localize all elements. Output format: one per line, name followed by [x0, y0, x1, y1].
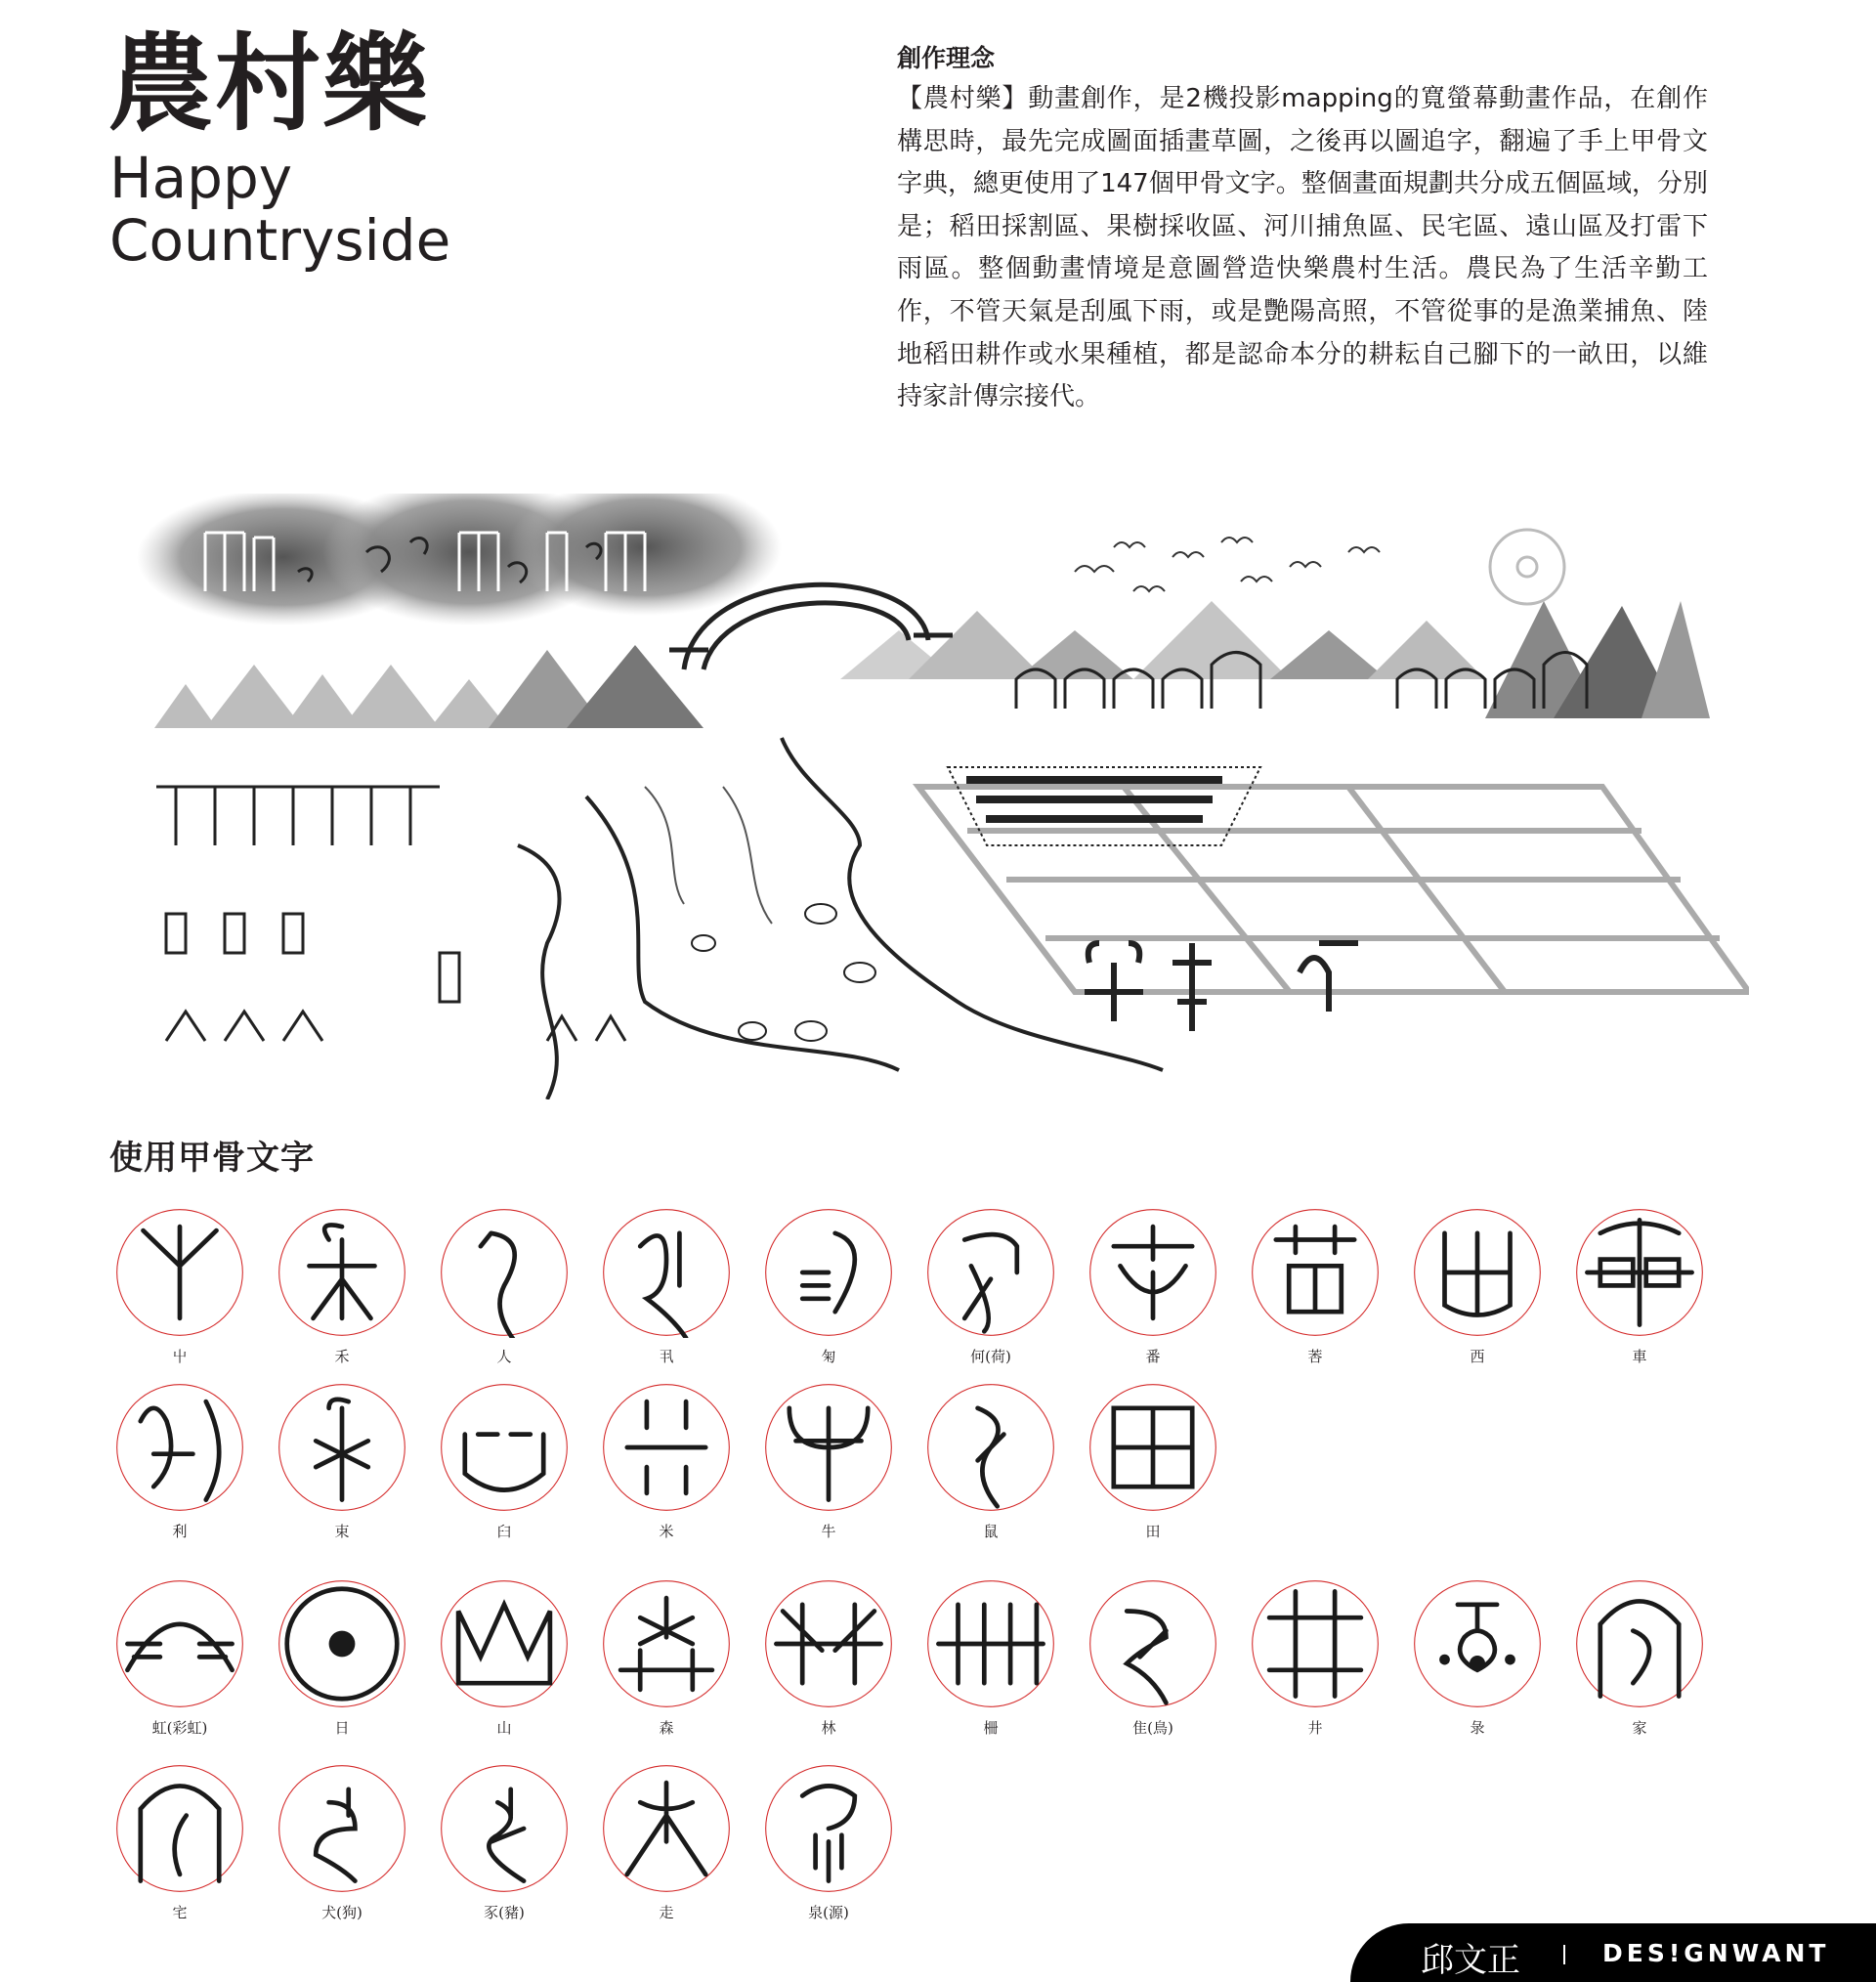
oracle-glyph-label: 豕(豬)	[484, 1904, 525, 1921]
farmers-graphic	[1085, 943, 1358, 1031]
storm-cloud-graphic	[137, 494, 782, 625]
oracle-glyph-label: 人	[496, 1348, 512, 1365]
oracle-glyph-item	[1085, 1382, 1221, 1541]
oracle-glyph-icon	[114, 1578, 245, 1709]
oracle-glyph-label: 莕	[1307, 1348, 1323, 1365]
oracle-glyph-item	[1571, 1207, 1708, 1366]
oracle-glyph-label: 山	[496, 1719, 512, 1737]
oracle-glyph-label: 犬(狗)	[321, 1904, 362, 1921]
oracle-glyph-label: 丮	[659, 1348, 674, 1365]
oracle-glyph-icon	[1412, 1578, 1543, 1709]
fish-graphic	[692, 904, 875, 1041]
oracle-glyph-icon	[277, 1763, 407, 1894]
oracle-glyph-icon	[601, 1763, 732, 1894]
footer-bar	[1350, 1923, 1876, 1982]
oracle-glyph-icon	[277, 1207, 407, 1338]
oracle-glyph-icon	[277, 1578, 407, 1709]
oracle-glyph-label: 利	[172, 1523, 188, 1540]
orchard-graphic	[156, 787, 625, 1041]
oracle-glyph-label: 臼	[496, 1523, 512, 1540]
oracle-glyph-label: 林	[821, 1719, 836, 1737]
oracle-glyph-item	[922, 1578, 1059, 1738]
title-en-line1: Happy	[109, 145, 293, 211]
oracle-glyph-icon	[925, 1578, 1056, 1709]
oracle-glyph-icon	[925, 1207, 1056, 1338]
oracle-glyph-label: 米	[659, 1523, 674, 1540]
oracle-glyph-label: 屮	[172, 1348, 188, 1365]
oracle-glyph-item	[1247, 1207, 1384, 1366]
footer-author: 邱文正	[1421, 1941, 1520, 1980]
oracle-glyph-item	[274, 1207, 410, 1366]
oracle-glyph-icon	[763, 1763, 894, 1894]
oracle-glyph-label: 隹(鳥)	[1132, 1719, 1173, 1737]
oracle-glyph-item	[760, 1763, 897, 1922]
oracle-glyph-item	[436, 1763, 573, 1922]
oracle-glyph-icon	[601, 1382, 732, 1513]
sun-graphic	[1490, 530, 1564, 604]
oracle-glyph-item	[598, 1382, 735, 1541]
oracle-glyph-icon	[925, 1382, 1056, 1513]
oracle-glyph-label: 彔	[1470, 1719, 1485, 1737]
oracle-glyph-item	[436, 1207, 573, 1366]
oracle-glyph-label: 柵	[983, 1719, 999, 1737]
right-mountains-graphic	[840, 601, 1710, 718]
oracle-glyph-icon	[114, 1763, 245, 1894]
oracle-glyph-icon	[439, 1382, 570, 1513]
oracle-glyph-item	[760, 1578, 897, 1738]
oracle-glyph-label: 虹(彩虹)	[151, 1719, 208, 1737]
oracle-glyph-icon	[1250, 1578, 1381, 1709]
oracle-glyph-label: 禾	[334, 1348, 350, 1365]
oracle-glyph-icon	[439, 1207, 570, 1338]
oracle-glyph-label: 匊	[821, 1348, 836, 1365]
oracle-glyph-label: 束	[334, 1523, 350, 1540]
oracle-glyph-item	[598, 1578, 735, 1738]
oracle-glyph-icon	[1087, 1382, 1218, 1513]
oracle-glyph-item	[760, 1382, 897, 1541]
oracle-glyph-label: 走	[659, 1904, 674, 1921]
oracle-glyph-label: 井	[1307, 1719, 1323, 1737]
oracle-glyph-item	[436, 1578, 573, 1738]
oracle-glyph-label: 何(荷)	[970, 1348, 1011, 1365]
oracle-glyph-icon	[1574, 1578, 1705, 1709]
oracle-glyph-label: 森	[659, 1719, 674, 1737]
concept-heading: 創作理念	[897, 44, 996, 72]
page-title-zh: 農村樂	[107, 23, 431, 146]
illustration-countryside	[137, 494, 1749, 1099]
concept-text: 【農村樂】動畫創作，是2機投影mapping的寬螢幕動畫作品，在創作構思時，最先完成圖面插畫草圖，之後再以圖追字，翻遍了手上甲骨文字典，總更使用了147個甲骨文字。整個畫面規劃共分成五個區域，分別是；稻田採割區、果樹採收區、河川捕魚區、民宅區、遠山區及打雷下雨區。整個動畫情境是意圖營造快樂農村生活。農民為了生活辛勤工作，不管天氣是刮風下雨，或是艷陽高照，不管從事的是漁業捕魚、陸地稻田耕作或水果種植，都是認命本分的耕耘自己腳下的一畝田，以維持家計傳宗接代。	[897, 84, 1708, 412]
footer-brand-logo: DES!GNWANT	[1602, 1939, 1830, 1967]
oracle-glyph-label: 番	[1145, 1348, 1161, 1365]
oracle-glyph-item	[111, 1763, 248, 1922]
oracle-glyph-item	[598, 1763, 735, 1922]
river-graphic	[518, 738, 1163, 1099]
oracle-glyph-icon	[763, 1207, 894, 1338]
oracle-glyph-item	[1409, 1578, 1546, 1738]
oracle-glyph-icon	[439, 1578, 570, 1709]
oracle-glyph-label: 日	[334, 1719, 350, 1737]
oracle-glyph-item	[274, 1763, 410, 1922]
left-mountains-graphic	[154, 645, 704, 728]
page-title-en	[109, 147, 450, 272]
oracle-glyph-label: 宅	[172, 1904, 188, 1921]
oracle-glyph-item	[598, 1207, 735, 1366]
oracle-glyph-icon	[439, 1763, 570, 1894]
oracle-glyph-icon	[1412, 1207, 1543, 1338]
oracle-glyph-label: 牛	[821, 1523, 836, 1540]
oracle-glyph-label: 西	[1470, 1348, 1485, 1365]
oracle-glyph-item	[760, 1207, 897, 1366]
oracle-glyph-item	[1085, 1207, 1221, 1366]
oracle-glyph-icon	[601, 1578, 732, 1709]
oracle-glyph-item	[1409, 1207, 1546, 1366]
oracle-glyph-icon	[763, 1382, 894, 1513]
oracle-glyph-icon	[1574, 1207, 1705, 1338]
oracle-glyph-icon	[1087, 1207, 1218, 1338]
oracle-glyph-item	[1085, 1578, 1221, 1738]
oracle-glyph-item	[111, 1207, 248, 1366]
oracle-glyph-icon	[1250, 1207, 1381, 1338]
oracle-glyph-item	[111, 1382, 248, 1541]
oracle-glyph-icon	[763, 1578, 894, 1709]
oracle-glyph-item	[111, 1578, 248, 1738]
oracle-glyph-item	[922, 1207, 1059, 1366]
oracle-glyph-icon	[114, 1382, 245, 1513]
oracle-glyph-label: 泉(源)	[808, 1904, 849, 1921]
oracle-glyph-label: 車	[1632, 1348, 1647, 1365]
oracle-glyph-icon	[601, 1207, 732, 1338]
oracle-glyph-icon	[1087, 1578, 1218, 1709]
oracle-glyph-item	[922, 1382, 1059, 1541]
oracle-glyph-label: 田	[1145, 1523, 1161, 1540]
oracle-glyph-item	[1571, 1578, 1708, 1738]
oracle-glyph-icon	[277, 1382, 407, 1513]
oracle-glyph-label: 鼠	[983, 1523, 999, 1540]
title-en-line2: Countryside	[109, 207, 451, 274]
oracle-glyph-label: 家	[1632, 1719, 1647, 1737]
oracle-glyph-item	[436, 1382, 573, 1541]
birds-graphic	[1075, 538, 1380, 591]
oracle-glyph-item	[274, 1578, 410, 1738]
footer-divider	[1563, 1945, 1565, 1964]
oracle-glyph-icon	[114, 1207, 245, 1338]
used-glyphs-heading: 使用甲骨文字	[109, 1139, 315, 1178]
oracle-glyph-item	[1247, 1578, 1384, 1738]
oracle-glyph-item	[274, 1382, 410, 1541]
